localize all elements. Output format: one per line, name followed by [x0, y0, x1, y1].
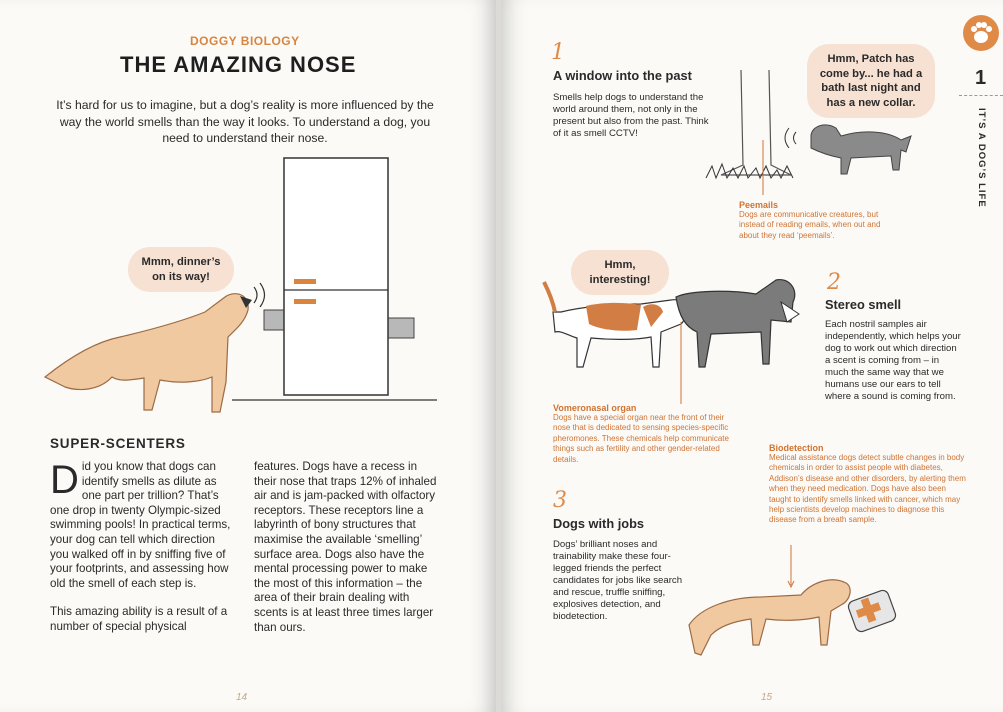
chapter-title: IT’S A DOG’S LIFE [976, 108, 987, 208]
intro-paragraph: It’s hard for us to imagine, but a dog’s reality is more influenced by the way the world smells than the way it looks. To understand a dog, you need to understand their nose. [56, 98, 434, 145]
page-number: 14 [236, 692, 248, 703]
section-body-window: Smells help dogs to understand the world around them, not only in the present but also from the past. Think of it as smell CCTV! [553, 92, 709, 139]
tree-and-terrier-illustration [701, 70, 916, 195]
section-body-jobs: Dogs’ brilliant noses and trainability make these four-legged friends the perfect candidates for jobs like search and rescue, truffle sniffing, explosives detection, and biodetection. [553, 539, 683, 622]
column-one [50, 460, 236, 635]
speech-bubble-patch: Hmm, Patch has come by... he had a bath last night and has a new collar. [807, 44, 935, 118]
right-page [501, 0, 1003, 712]
drop-cap: D [50, 458, 79, 502]
note-peemails: Dogs are communicative creatures, but instead of reading emails, when out and about they read ‘peemails’. [739, 210, 881, 240]
page-number: 15 [761, 692, 773, 703]
medical-dog-illustration [681, 545, 921, 665]
paw-icon [963, 15, 999, 51]
section-heading-window: A window into the past [553, 68, 692, 83]
column-one-paragraph-two: This amazing ability is a result of a number of special physical [50, 605, 228, 633]
chapter-number: 1 [975, 67, 987, 89]
section-heading-jobs: Dogs with jobs [553, 516, 644, 531]
left-page [0, 0, 496, 712]
section-heading: SUPER-SCENTERS [50, 436, 186, 451]
speech-bubble-interesting: Hmm, interesting! [571, 250, 669, 295]
note-title-vomeronasal: Vomeronasal organ [553, 403, 637, 413]
section-body-stereo: Each nostril samples air independently, which helps your dog to work out which direction a scent is coming from – in much the same way that we humans use our ears to tell where a sound is coming from. [825, 319, 961, 402]
column-one-paragraph-one: id you know that dogs can identify smells as dilute as one part per trillion? That’s one drop in twenty Olympic-sized swimming pools! In practical terms, your dog can tell which direction you walked off in by sniffing five of your footprints, and assessing how old the smell of each step is. [50, 460, 231, 590]
page-title: THE AMAZING NOSE [120, 52, 357, 77]
section-kicker: DOGGY BIOLOGY [190, 34, 300, 48]
note-vomeronasal: Dogs have a special organ near the front of their nose that is dedicated to sensing species-specific pheromones. These chemicals help communicate things such as fertility and other gender-related details. [553, 413, 729, 464]
note-title-biodetection: Biodetection [769, 443, 824, 453]
paw-glyph-icon [963, 15, 999, 51]
note-biodetection: Medical assistance dogs detect subtle changes in body chemicals in order to assist people with diabetes, Addison’s disease and other disorders, by alerting them when they need medication. Dogs have also been taught to identify smells linked with cancer, which may help scientists develop machines to diagnose this disease from a breath sample. [769, 453, 966, 525]
golden-retriever-illustration [40, 282, 270, 417]
section-number-3: 3 [553, 488, 567, 513]
section-heading-stereo: Stereo smell [825, 297, 902, 312]
beagle-and-schnauzer-illustration [541, 272, 811, 412]
chapter-divider [959, 95, 1003, 96]
section-number-2: 2 [827, 270, 841, 295]
speech-bubble: Mmm, dinner’s on its way! [128, 247, 234, 292]
section-number-1: 1 [551, 40, 565, 65]
column-two-paragraph: features. Dogs have a recess in their nose that traps 12% of inhaled air and is jam-packed with olfactory receptors. These receptors line a labyrinth of bony structures that maximise the available ‘smelling’ surface area. Dogs also have the mental processing power to make the most of this information – the area of their brain dealing with scents is at least three times larger than ours. [254, 460, 437, 634]
note-title-peemails: Peemails [739, 200, 779, 210]
